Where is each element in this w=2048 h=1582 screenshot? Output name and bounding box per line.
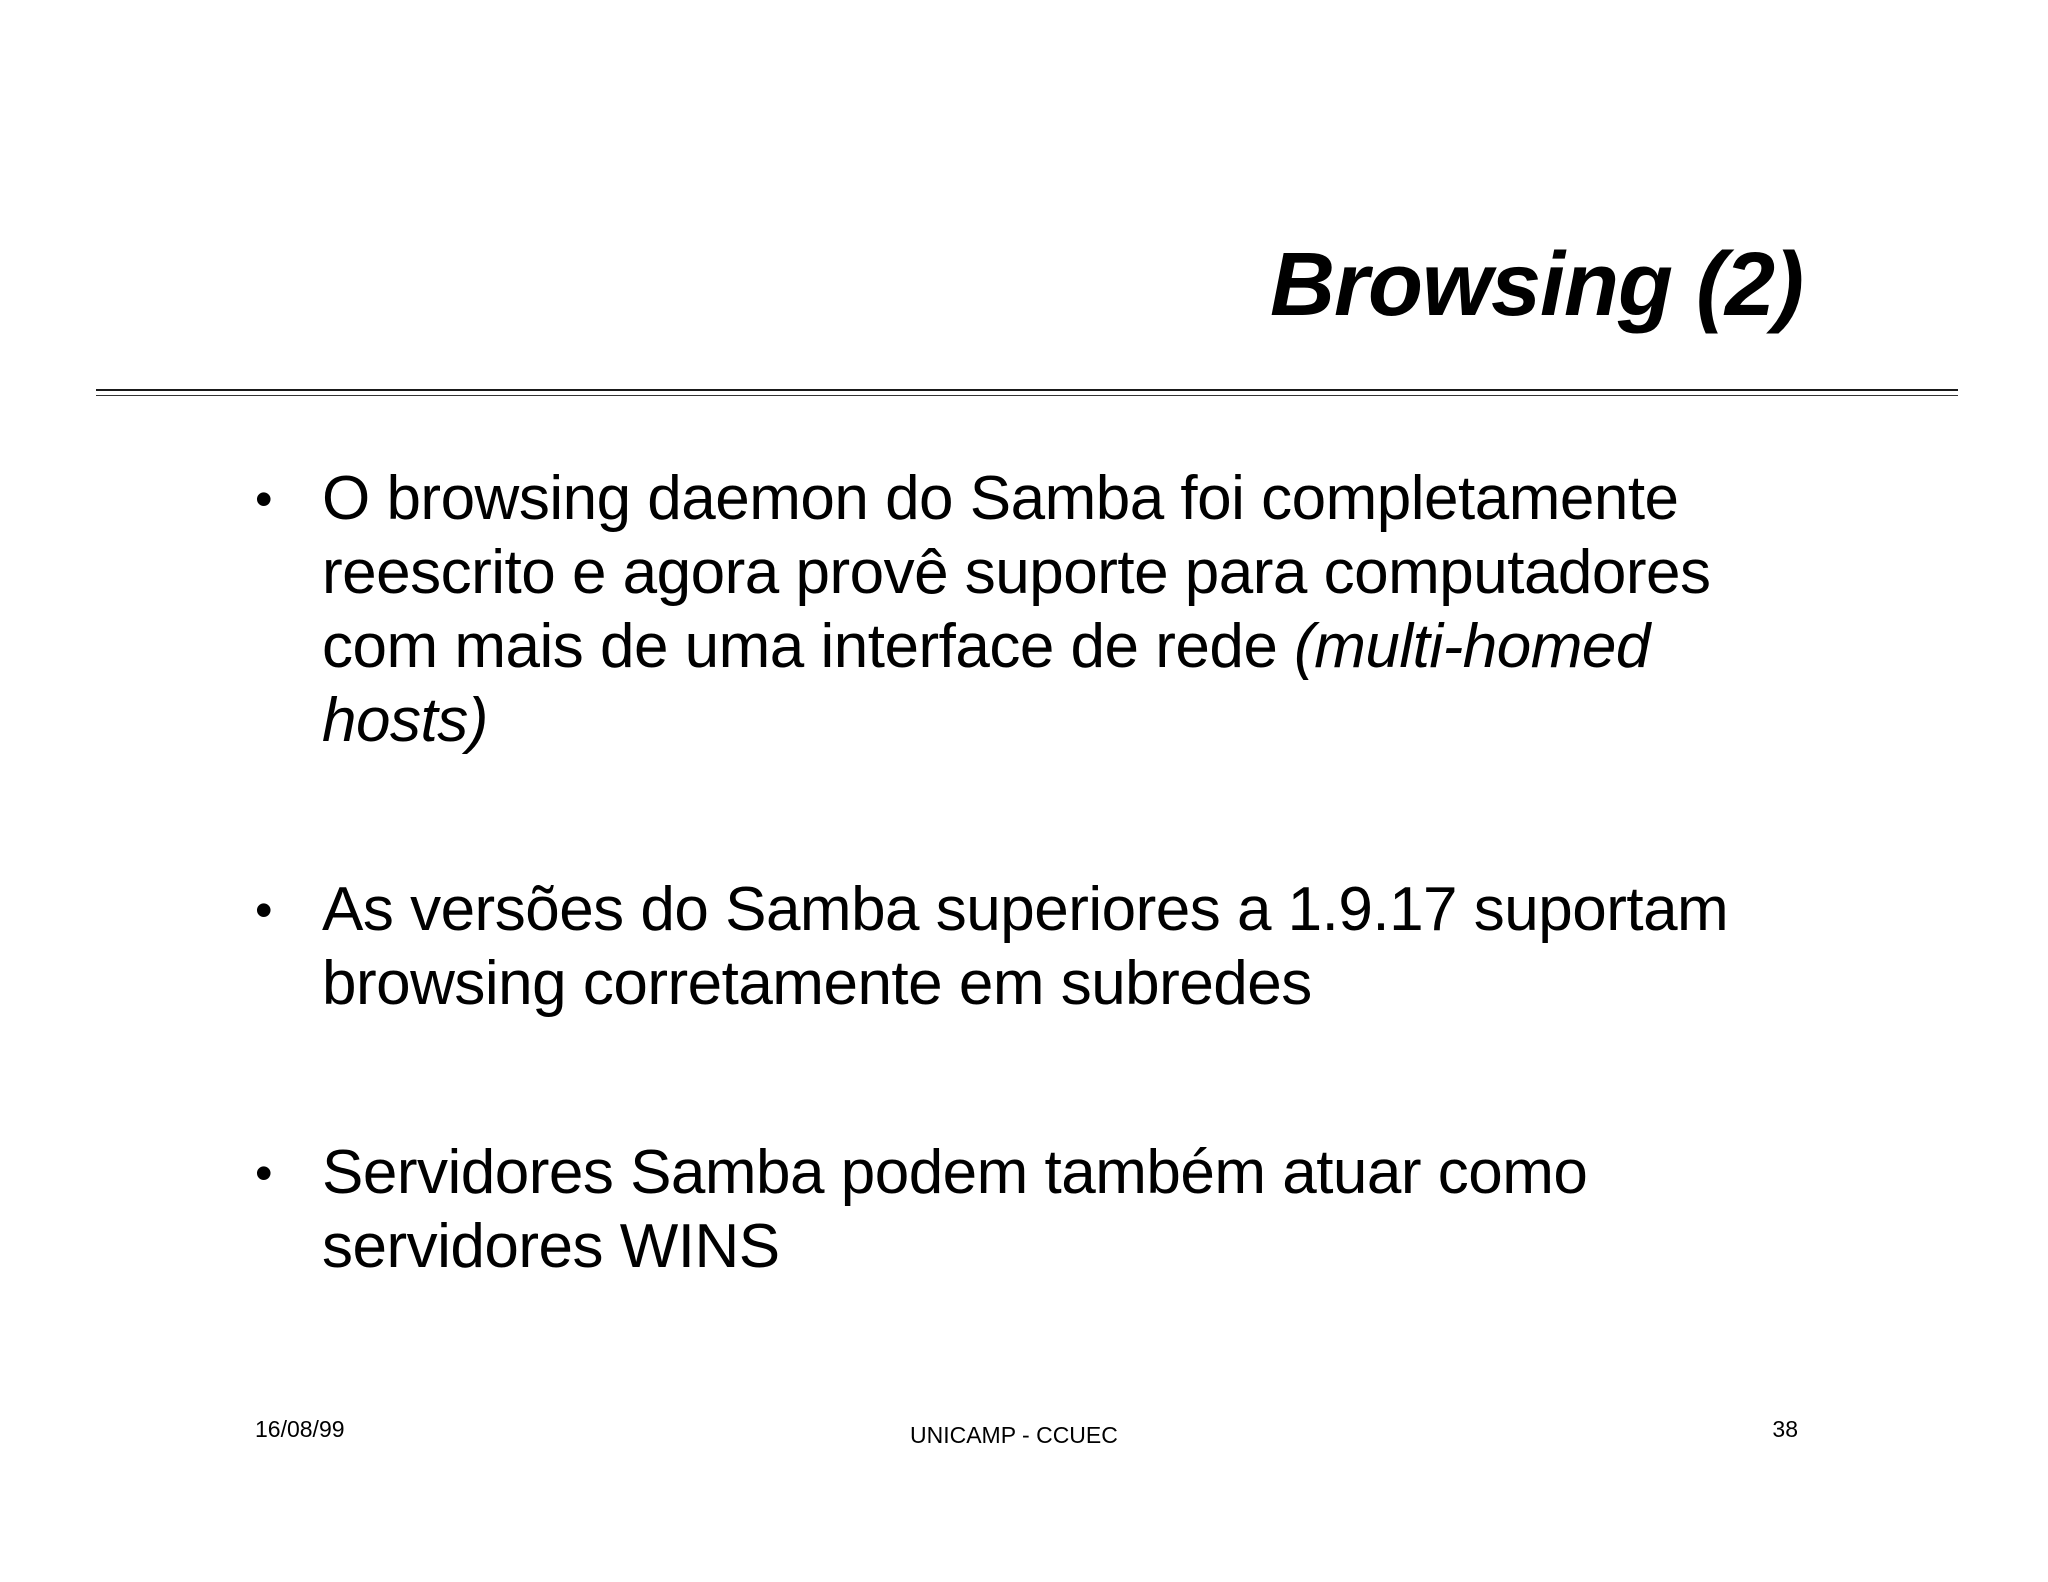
bullet-list bbox=[255, 462, 1815, 1399]
bullet-dot-icon: • bbox=[255, 471, 273, 527]
page-number: 38 bbox=[1772, 1416, 1798, 1442]
bullet-text: As versões do Samba superiores a 1.9.17 suportam browsing corretamente em subredes bbox=[322, 875, 1729, 1018]
bullet-item bbox=[255, 462, 1815, 758]
bullet-text: O browsing daemon do Samba foi completamente reescrito e agora provê suporte para computadores com mais de uma interface de rede bbox=[322, 464, 1711, 681]
bullet-item bbox=[255, 873, 1815, 1021]
slide-title: Browsing (2) bbox=[1269, 235, 1803, 335]
footer-organization: UNICAMP - CCUEC bbox=[910, 1422, 1118, 1448]
bullet-dot-icon: • bbox=[255, 882, 273, 938]
title-divider bbox=[96, 389, 1958, 391]
bullet-text: Servidores Samba podem também atuar como servidores WINS bbox=[322, 1138, 1588, 1281]
bullet-dot-icon: • bbox=[255, 1145, 273, 1201]
bullet-item bbox=[255, 1136, 1815, 1284]
bullet-emphasis: (multi-homed hosts) bbox=[322, 612, 1650, 755]
footer-date: 16/08/99 bbox=[255, 1416, 345, 1442]
title-divider-secondary bbox=[96, 395, 1958, 396]
